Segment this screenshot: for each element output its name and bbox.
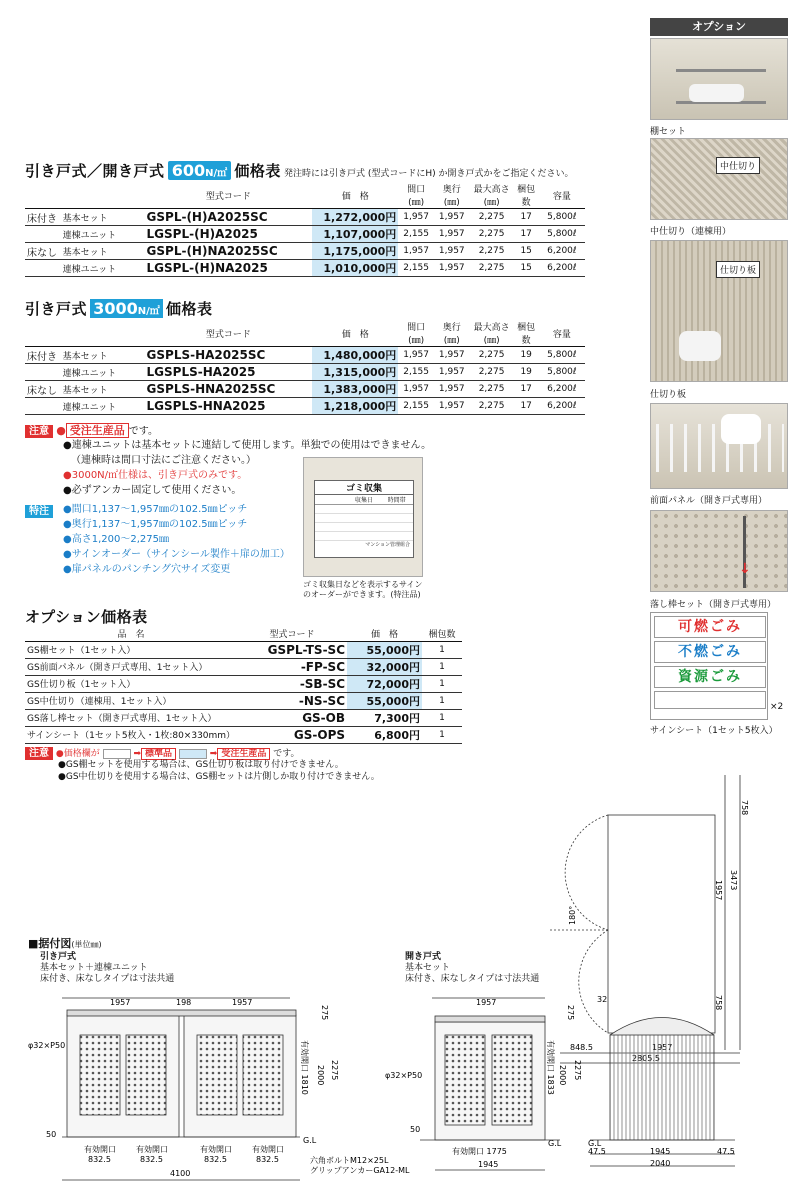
drawing-title: ■据付図 <box>28 937 72 950</box>
dim-4100: 4100 <box>170 1169 191 1178</box>
row-capacity: 5,800ℓ <box>539 226 585 243</box>
row-group <box>25 260 61 277</box>
row-price: 1,383,000円 <box>312 381 398 398</box>
col-header: 容量 <box>539 320 585 347</box>
row-price: 1,175,000円 <box>312 243 398 260</box>
section-3000-title-b: 価格表 <box>165 300 213 318</box>
options-title: オプション価格表 <box>25 608 148 626</box>
row-capacity: 6,200ℓ <box>539 260 585 277</box>
row-code: GSPL-(H)A2025SC <box>145 209 313 226</box>
option-code: -FP-SC <box>237 658 347 675</box>
table-row <box>25 226 585 243</box>
option-code: -SB-SC <box>237 675 347 692</box>
row-depth: 1,957 <box>434 226 470 243</box>
col-header: 最大高さ (㎜) <box>470 182 514 209</box>
option-name: GS棚セット（1セット入） <box>25 641 237 658</box>
option-name: GS仕切り板（1セット入） <box>25 675 237 692</box>
row-depth: 1,957 <box>434 209 470 226</box>
features-lines <box>63 502 290 577</box>
option-price: 55,000円 <box>347 641 422 658</box>
row-depth: 1,957 <box>434 243 470 260</box>
dim-47: 47.5 <box>588 1147 606 1156</box>
caution-tag: 注意 <box>25 425 53 438</box>
table-row <box>25 209 585 226</box>
sign-burnable: 可燃ごみ <box>654 616 766 638</box>
installation-drawings <box>0 770 803 1194</box>
sidebar-caption: 落し棒セット（開き戸式専用） <box>650 600 777 610</box>
drawing-unit: (単位㎜) <box>71 940 102 949</box>
option-name: サインシート（1セット5枚入・1枚:80×330mm） <box>25 726 237 743</box>
option-price: 32,000円 <box>347 658 422 675</box>
dim-848: 848.5 <box>570 1043 593 1052</box>
section-3000-title: 引き戸式 <box>25 300 88 318</box>
col-header: 価 格 <box>312 182 398 209</box>
dim-1833: 有効開口 1833 <box>546 1040 555 1095</box>
dim-50: 50 <box>410 1125 421 1134</box>
dim-1945: 1945 <box>650 1147 671 1156</box>
dim-anchor: グリップアンカーGA12-ML <box>310 1166 410 1175</box>
col-header: 最大高さ (㎜) <box>470 320 514 347</box>
dim-2275: 2275 <box>573 1060 582 1081</box>
col-header: 容量 <box>539 182 585 209</box>
col-header: 奥行 (㎜) <box>434 320 470 347</box>
drop-rod-photo: ↓ <box>650 510 788 592</box>
caution-block: 注意 ● 受注生産品 です。 <box>25 422 158 438</box>
row-depth: 1,957 <box>434 381 470 398</box>
option-pack: 1 <box>422 641 462 658</box>
row-group: 床なし <box>25 381 61 398</box>
option-price: 55,000円 <box>347 692 422 709</box>
dim-gl: G.L <box>303 1136 317 1145</box>
dim-832: 832.5 <box>204 1155 227 1164</box>
row-width: 1,957 <box>398 243 434 260</box>
sign-multiplier: ×2 <box>770 702 784 712</box>
dim-1957: 1957 <box>110 998 131 1007</box>
row-pack: 19 <box>514 364 539 381</box>
sign-sample-footer: マンション管理組合 <box>365 542 410 548</box>
row-type: 基本セット <box>61 243 145 260</box>
col-header: 価 格 <box>312 320 398 347</box>
row-type: 基本セット <box>61 347 145 364</box>
row-group: 床付き <box>25 347 61 364</box>
row-height: 2,275 <box>470 381 514 398</box>
dim-gl: G.L <box>548 1139 562 1148</box>
sign-sample-header2: 時間帯 <box>387 497 406 504</box>
col-header: 型式コード <box>145 320 313 347</box>
row-pack: 17 <box>514 226 539 243</box>
table-row <box>25 658 462 675</box>
row-depth: 1,957 <box>434 364 470 381</box>
shelf-set-photo <box>650 38 788 120</box>
dim-32: 32 <box>597 995 608 1004</box>
row-width: 1,957 <box>398 381 434 398</box>
left-drawing-title: 引き戸式 <box>40 952 77 962</box>
sign-blank <box>654 691 766 709</box>
caution-line: ●連棟ユニットは基本セットに連結して使用します。単独での使用はできません。 <box>63 440 432 451</box>
dim-eff: 有効開口 <box>200 1145 232 1154</box>
col-header: 梱包数 <box>422 626 462 641</box>
sign-sample-title: ゴミ収集 <box>315 481 413 495</box>
sidebar-caption: 前面パネル（開き戸式専用） <box>650 496 768 506</box>
row-group: 床なし <box>25 243 61 260</box>
section-600-note: 発注時には引き戸式 (型式コードにH) か開き戸式かをご指定ください。 <box>284 169 574 179</box>
options-caution-tag: 注意 <box>25 747 53 760</box>
row-width: 2,155 <box>398 226 434 243</box>
dim-2000: 2000 <box>316 1065 325 1086</box>
row-code: GSPLS-HA2025SC <box>145 347 313 364</box>
price-table-600 <box>25 182 585 277</box>
feature-line: ●扉パネルのパンチング穴サイズ変更 <box>63 564 231 575</box>
dim-1957: 1957 <box>476 998 497 1007</box>
sidebar-caption: 棚セット <box>650 127 687 137</box>
table-row <box>25 243 585 260</box>
legend-swatch-standard <box>103 749 131 759</box>
table-row <box>25 381 585 398</box>
row-depth: 1,957 <box>434 347 470 364</box>
sidebar-caption: 中仕切り（連棟用） <box>650 227 732 237</box>
row-capacity: 6,200ℓ <box>539 381 585 398</box>
row-height: 2,275 <box>470 347 514 364</box>
row-width: 1,957 <box>398 347 434 364</box>
option-code: GS-OB <box>237 709 347 726</box>
row-height: 2,275 <box>470 364 514 381</box>
option-pack: 1 <box>422 726 462 743</box>
col-header: 品 名 <box>25 626 237 641</box>
table-row <box>25 709 462 726</box>
section-3000-header <box>25 298 425 319</box>
col-header: 型式コード <box>145 182 313 209</box>
dim-1957: 1957 <box>714 880 723 901</box>
row-code: LGSPLS-HA2025 <box>145 364 313 381</box>
row-height: 2,275 <box>470 209 514 226</box>
dim-eff: 有効開口 <box>252 1145 284 1154</box>
option-price: 72,000円 <box>347 675 422 692</box>
dim-2040: 2040 <box>650 1159 671 1168</box>
row-depth: 1,957 <box>434 398 470 415</box>
row-capacity: 5,800ℓ <box>539 364 585 381</box>
sidebar-caption: 仕切り板 <box>650 390 687 400</box>
feature-line: ●高さ1,200～2,275㎜ <box>63 534 169 545</box>
option-name: GS落し棒セット（開き戸式専用、1セット入） <box>25 709 237 726</box>
mid-drawing-sub: 床付き、床なしタイプは寸法共通 <box>405 974 540 984</box>
load-badge-3000: 3000N/㎡ <box>90 299 163 318</box>
row-code: LGSPL-(H)A2025 <box>145 226 313 243</box>
dim-3473: 3473 <box>729 870 738 891</box>
options-legend: 注意 ●価格欄が ➡ 標準品 ➡ 受注生産品 です。 <box>25 744 300 759</box>
table-row <box>25 641 462 658</box>
dim-bolt: 六角ボルトM12×25L <box>310 1156 389 1165</box>
col-header: 型式コード <box>237 626 347 641</box>
dim-275: 275 <box>320 1005 329 1021</box>
col-header: 間口 (㎜) <box>398 182 434 209</box>
dim-50: 50 <box>46 1130 57 1139</box>
option-pack: 1 <box>422 658 462 675</box>
row-code: LGSPLS-HNA2025 <box>145 398 313 415</box>
dim-phi: φ32×P50 <box>28 1041 66 1050</box>
option-code: GSPL-TS-SC <box>237 641 347 658</box>
row-pack: 17 <box>514 381 539 398</box>
row-type: 基本セット <box>61 381 145 398</box>
row-height: 2,275 <box>470 226 514 243</box>
row-group <box>25 364 61 381</box>
sign-caption: サインシート（1セット5枚入） <box>650 726 778 736</box>
table-row <box>25 692 462 709</box>
row-pack: 15 <box>514 260 539 277</box>
left-drawing-sub: 基本セット＋連棟ユニット <box>40 963 148 973</box>
divider-photo <box>650 138 788 220</box>
row-type: 連棟ユニット <box>61 398 145 415</box>
option-price: 7,300円 <box>347 709 422 726</box>
dim-1775: 有効開口 1775 <box>452 1147 507 1156</box>
row-height: 2,275 <box>470 243 514 260</box>
row-pack: 17 <box>514 209 539 226</box>
dim-2000: 2000 <box>558 1065 567 1086</box>
row-depth: 1,957 <box>434 260 470 277</box>
dim-180: 180° <box>568 905 577 925</box>
row-width: 2,155 <box>398 398 434 415</box>
section-600-header <box>25 160 625 181</box>
row-group <box>25 398 61 415</box>
col-header: 梱包 数 <box>514 320 539 347</box>
partition-callout: 仕切り板 <box>716 261 760 278</box>
option-pack: 1 <box>422 692 462 709</box>
row-type: 基本セット <box>61 209 145 226</box>
row-capacity: 5,800ℓ <box>539 347 585 364</box>
row-pack: 17 <box>514 398 539 415</box>
price-table-3000 <box>25 320 585 415</box>
options-note: ●GS中仕切りを使用する場合は、GS棚セットは片側しか取り付けできません。 <box>58 772 380 782</box>
feature-line: ●サインオーダー（サインシール製作＋扉の加工） <box>63 549 290 560</box>
row-width: 2,155 <box>398 364 434 381</box>
hinged-elevation <box>420 998 560 1170</box>
row-price: 1,480,000円 <box>312 347 398 364</box>
legend-d: です。 <box>273 749 300 759</box>
legend-swatch-order <box>179 749 207 759</box>
dim-eff: 有効開口 <box>136 1145 168 1154</box>
option-pack: 1 <box>422 675 462 692</box>
col-header: 奥行 (㎜) <box>434 182 470 209</box>
dim-758: 758 <box>740 800 749 816</box>
options-note: ●GS棚セットを使用する場合は、GS仕切り板は取り付けできません。 <box>58 760 344 770</box>
row-price: 1,107,000円 <box>312 226 398 243</box>
col-header: 梱包 数 <box>514 182 539 209</box>
load-badge-600: 600N/㎡ <box>168 161 231 180</box>
sign-recyclable: 資源ごみ <box>654 666 766 688</box>
table-row <box>25 726 462 743</box>
sign-sample-caption: ゴミ収集日などを表示するサインのオーダーができます。(特注品) <box>303 580 423 599</box>
legend-a: ●価格欄が <box>55 749 100 759</box>
dim-phi: φ32×P50 <box>385 1071 423 1080</box>
row-price: 1,218,000円 <box>312 398 398 415</box>
dim-832: 832.5 <box>256 1155 279 1164</box>
table-row <box>25 398 585 415</box>
section-600-title-b: 価格表 <box>234 162 281 180</box>
row-capacity: 5,800ℓ <box>539 209 585 226</box>
row-height: 2,275 <box>470 260 514 277</box>
sign-sample-header: 収集日 <box>355 497 374 504</box>
mid-drawing-sub: 基本セット <box>405 963 451 973</box>
dim-832: 832.5 <box>88 1155 111 1164</box>
table-row <box>25 260 585 277</box>
row-price: 1,010,000円 <box>312 260 398 277</box>
dim-275: 275 <box>566 1005 575 1021</box>
features-tag-wrap <box>25 502 53 517</box>
row-price: 1,272,000円 <box>312 209 398 226</box>
option-pack: 1 <box>422 709 462 726</box>
option-code: GS-OPS <box>237 726 347 743</box>
order-suffix: です。 <box>128 426 158 437</box>
dim-eff: 有効開口 <box>84 1145 116 1154</box>
row-height: 2,275 <box>470 398 514 415</box>
table-row <box>25 347 585 364</box>
row-group: 床付き <box>25 209 61 226</box>
legend-standard: 標準品 <box>141 748 176 760</box>
mid-drawing-title: 開き戸式 <box>405 952 442 962</box>
dim-gl: G.L <box>588 1139 602 1148</box>
col-header: 価 格 <box>347 626 422 641</box>
dim-758: 758 <box>714 995 723 1011</box>
row-code: GSPL-(H)NA2025SC <box>145 243 313 260</box>
sidebar-header: オプション <box>650 18 788 36</box>
row-type: 連棟ユニット <box>61 364 145 381</box>
legend-order: 受注生産品 <box>217 748 270 760</box>
row-width: 1,957 <box>398 209 434 226</box>
sign-nonburnable: 不燃ごみ <box>654 641 766 663</box>
sign-sheet-sample <box>650 612 768 720</box>
row-code: LGSPL-(H)NA2025 <box>145 260 313 277</box>
row-width: 2,155 <box>398 260 434 277</box>
row-type: 連棟ユニット <box>61 260 145 277</box>
row-capacity: 6,200ℓ <box>539 243 585 260</box>
row-price: 1,315,000円 <box>312 364 398 381</box>
row-pack: 15 <box>514 243 539 260</box>
features-tag: 特注 <box>25 505 53 518</box>
dim-47: 47.5 <box>717 1147 735 1156</box>
dim-1945: 1945 <box>478 1160 499 1169</box>
section-600-title: 引き戸式／開き戸式 <box>25 162 165 180</box>
dim-1957: 1957 <box>232 998 253 1007</box>
option-code: -NS-SC <box>237 692 347 709</box>
sign-sample-image <box>303 457 423 577</box>
option-name: GS前面パネル（開き戸式専用、1セット入） <box>25 658 237 675</box>
side-elevation <box>590 1018 735 1167</box>
partition-photo <box>650 240 788 382</box>
left-drawing-sub: 床付き、床なしタイプは寸法共通 <box>40 974 175 984</box>
option-price: 6,800円 <box>347 726 422 743</box>
dim-1810: 有効開口 1810 <box>300 1040 309 1095</box>
feature-line: ●奥行1,137～1,957㎜の102.5㎜ピッチ <box>63 519 248 530</box>
row-capacity: 6,200ℓ <box>539 398 585 415</box>
table-row <box>25 364 585 381</box>
dim-2275: 2275 <box>330 1060 339 1081</box>
order-tag: 受注生産品 <box>66 423 129 438</box>
row-pack: 19 <box>514 347 539 364</box>
caution-line: ●3000N/㎡仕様は、引き戸式のみです。 <box>63 470 248 481</box>
caution-line: （連棟時は間口寸法にご注意ください。） <box>71 455 256 466</box>
front-panel-photo <box>650 403 788 489</box>
col-header: 間口 (㎜) <box>398 320 434 347</box>
row-group <box>25 226 61 243</box>
table-row <box>25 675 462 692</box>
dim-832: 832.5 <box>140 1155 163 1164</box>
option-name: GS中仕切り（連棟用、1セット入） <box>25 692 237 709</box>
row-type: 連棟ユニット <box>61 226 145 243</box>
caution-line: ●必ずアンカー固定して使用ください。 <box>63 485 242 496</box>
dim-198: 198 <box>176 998 192 1007</box>
feature-line: ●間口1,137～1,957㎜の102.5㎜ピッチ <box>63 504 248 515</box>
divider-callout: 中仕切り <box>716 157 760 174</box>
options-table <box>25 626 462 744</box>
row-code: GSPLS-HNA2025SC <box>145 381 313 398</box>
